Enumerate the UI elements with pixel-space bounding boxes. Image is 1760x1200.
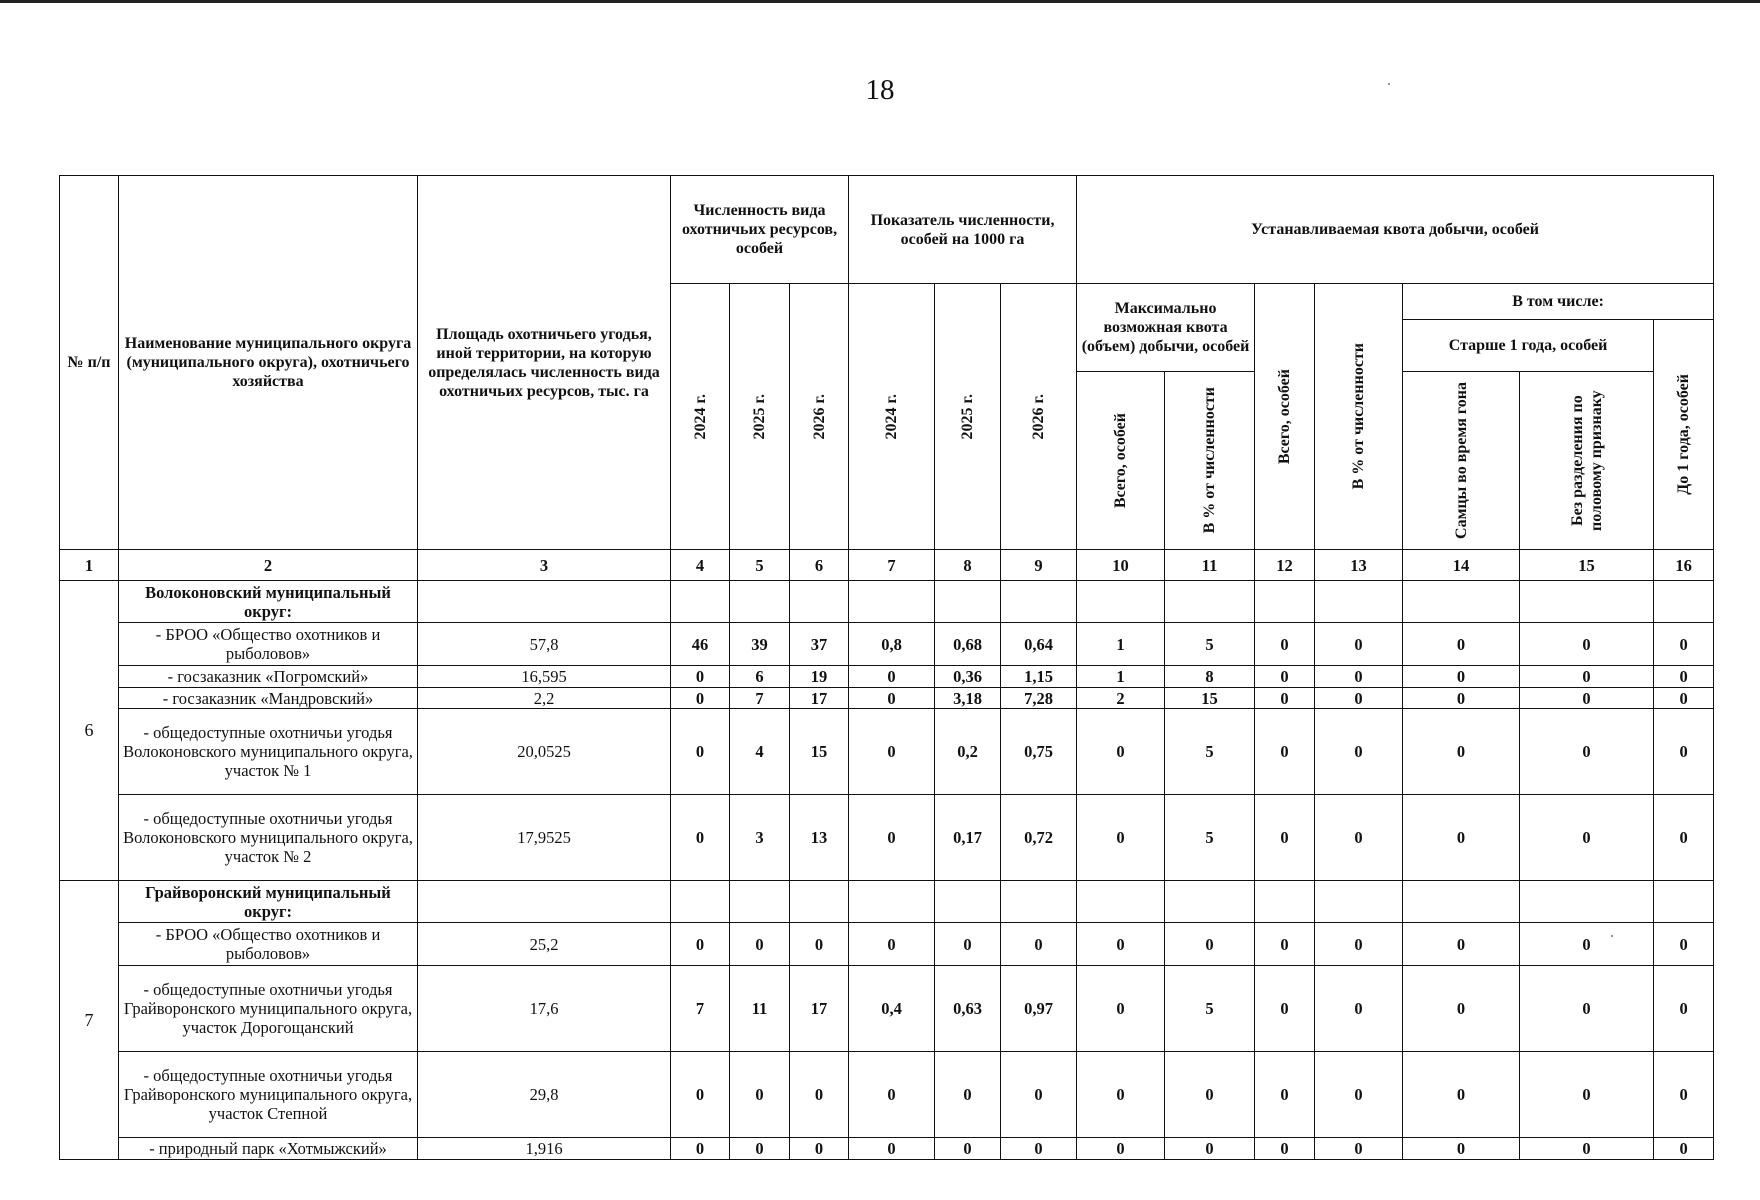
cell-max-pct: 0 [1165, 923, 1255, 966]
cell-p2025: 39 [730, 623, 790, 666]
table-row [60, 709, 1714, 795]
col-num: 6 [790, 550, 849, 581]
cell-p2026: 13 [790, 795, 849, 881]
header-including: В том числе: [1403, 284, 1714, 320]
cell-d2024: 0 [849, 923, 935, 966]
table-row [60, 1052, 1714, 1138]
cell-p2026: 0 [790, 1138, 849, 1160]
group-number: 6 [60, 581, 119, 881]
cell-pct: 0 [1315, 623, 1403, 666]
cell-p2024: 0 [671, 795, 730, 881]
table-row [60, 623, 1714, 666]
cell-pct: 0 [1315, 1138, 1403, 1160]
empty-cell [849, 581, 935, 623]
cell-p2026: 0 [790, 923, 849, 966]
cell-males: 0 [1403, 795, 1520, 881]
cell-area: 29,8 [418, 1052, 671, 1138]
header-max-total: Всего, особей [1077, 372, 1165, 550]
header-males: Самцы во время гона [1403, 372, 1520, 550]
hunting-ground-name: - госзаказник «Погромский» [119, 666, 418, 688]
cell-no-sex: 0 [1520, 688, 1654, 709]
group-title: Грайворонский муниципальный округ: [119, 881, 418, 923]
cell-males: 0 [1403, 709, 1520, 795]
scan-speck [1388, 83, 1390, 85]
group-number: 7 [60, 881, 119, 1160]
cell-d2025: 0 [935, 1138, 1001, 1160]
cell-no-sex: 0 [1520, 966, 1654, 1052]
empty-cell [1255, 881, 1315, 923]
cell-total: 0 [1255, 966, 1315, 1052]
hunting-ground-name: - общедоступные охотничьи угодья Грайворонского муниципального округа, участок Степной [119, 1052, 418, 1138]
col-num: 9 [1001, 550, 1077, 581]
cell-area: 17,6 [418, 966, 671, 1052]
cell-young: 0 [1654, 1138, 1714, 1160]
empty-cell [1315, 581, 1403, 623]
empty-cell [730, 881, 790, 923]
col-num: 1 [60, 550, 119, 581]
cell-d2025: 3,18 [935, 688, 1001, 709]
cell-no-sex: 0 [1520, 923, 1654, 966]
header-no-sex: Без разделения по половому признаку [1520, 372, 1654, 550]
hunting-quota-table [59, 175, 1714, 1160]
empty-cell [790, 881, 849, 923]
cell-p2025: 0 [730, 1052, 790, 1138]
hunting-ground-name: - общедоступные охотничьи угодья Грайворонского муниципального округа, участок Дорогощанский [119, 966, 418, 1052]
column-numbers-row [60, 550, 1714, 581]
cell-no-sex: 0 [1520, 666, 1654, 688]
cell-pct: 0 [1315, 966, 1403, 1052]
cell-d2024: 0,4 [849, 966, 935, 1052]
cell-d2024: 0,8 [849, 623, 935, 666]
cell-p2024: 46 [671, 623, 730, 666]
cell-max-total: 0 [1077, 923, 1165, 966]
cell-max-total: 0 [1077, 1138, 1165, 1160]
cell-total: 0 [1255, 1052, 1315, 1138]
header-pop-2026: 2026 г. [790, 284, 849, 550]
cell-no-sex: 0 [1520, 795, 1654, 881]
empty-cell [1403, 581, 1520, 623]
empty-cell [1001, 581, 1077, 623]
cell-total: 0 [1255, 1138, 1315, 1160]
empty-cell [418, 581, 671, 623]
cell-p2026: 17 [790, 966, 849, 1052]
table-row [60, 966, 1714, 1052]
cell-max-total: 1 [1077, 666, 1165, 688]
cell-p2024: 0 [671, 666, 730, 688]
cell-max-pct: 0 [1165, 1138, 1255, 1160]
cell-males: 0 [1403, 923, 1520, 966]
cell-d2024: 0 [849, 709, 935, 795]
hunting-ground-name: - природный парк «Хотмыжский» [119, 1138, 418, 1160]
cell-max-pct: 5 [1165, 623, 1255, 666]
group-title-row [60, 581, 1714, 623]
cell-area: 16,595 [418, 666, 671, 688]
cell-d2026: 0,72 [1001, 795, 1077, 881]
col-num: 15 [1520, 550, 1654, 581]
empty-cell [418, 881, 671, 923]
cell-max-total: 0 [1077, 795, 1165, 881]
table-row [60, 795, 1714, 881]
cell-males: 0 [1403, 1138, 1520, 1160]
cell-pct: 0 [1315, 795, 1403, 881]
empty-cell [1165, 881, 1255, 923]
cell-total: 0 [1255, 666, 1315, 688]
empty-cell [1520, 581, 1654, 623]
cell-d2025: 0 [935, 923, 1001, 966]
cell-no-sex: 0 [1520, 1138, 1654, 1160]
header-density-2025: 2025 г. [935, 284, 1001, 550]
cell-p2025: 3 [730, 795, 790, 881]
cell-p2025: 0 [730, 923, 790, 966]
cell-young: 0 [1654, 795, 1714, 881]
cell-p2025: 7 [730, 688, 790, 709]
cell-area: 2,2 [418, 688, 671, 709]
cell-p2024: 0 [671, 709, 730, 795]
cell-d2024: 0 [849, 795, 935, 881]
header-percent: В % от численности [1315, 284, 1403, 550]
header-area: Площадь охотничьего угодья, иной территории, на которую определялась численность вида охотничьих ресурсов, тыс. га [418, 176, 671, 550]
header-max-percent: В % от численности [1165, 372, 1255, 550]
cell-no-sex: 0 [1520, 709, 1654, 795]
cell-area: 57,8 [418, 623, 671, 666]
cell-males: 0 [1403, 688, 1520, 709]
col-num: 13 [1315, 550, 1403, 581]
col-num: 3 [418, 550, 671, 581]
empty-cell [671, 881, 730, 923]
cell-males: 0 [1403, 623, 1520, 666]
empty-cell [1165, 581, 1255, 623]
empty-cell [730, 581, 790, 623]
empty-cell [1001, 881, 1077, 923]
header-max-quota: Максимально возможная квота (объем) добычи, особей [1077, 284, 1255, 372]
top-border-line [0, 0, 1760, 3]
cell-area: 25,2 [418, 923, 671, 966]
cell-pct: 0 [1315, 923, 1403, 966]
cell-p2024: 0 [671, 1052, 730, 1138]
hunting-ground-name: - общедоступные охотничьи угодья Волоконовского муниципального округа, участок № 2 [119, 795, 418, 881]
cell-p2026: 17 [790, 688, 849, 709]
empty-cell [935, 581, 1001, 623]
col-num: 8 [935, 550, 1001, 581]
empty-cell [1520, 881, 1654, 923]
col-num: 12 [1255, 550, 1315, 581]
cell-p2024: 7 [671, 966, 730, 1052]
hunting-ground-name: - общедоступные охотничьи угодья Волоконовского муниципального округа, участок № 1 [119, 709, 418, 795]
empty-cell [790, 581, 849, 623]
cell-total: 0 [1255, 923, 1315, 966]
col-num: 2 [119, 550, 418, 581]
cell-d2024: 0 [849, 688, 935, 709]
col-num: 16 [1654, 550, 1714, 581]
cell-p2025: 4 [730, 709, 790, 795]
cell-total: 0 [1255, 709, 1315, 795]
table-row [60, 688, 1714, 709]
cell-young: 0 [1654, 923, 1714, 966]
cell-max-total: 0 [1077, 966, 1165, 1052]
table-row [60, 923, 1714, 966]
cell-young: 0 [1654, 966, 1714, 1052]
empty-cell [1077, 881, 1165, 923]
cell-max-pct: 5 [1165, 966, 1255, 1052]
cell-no-sex: 0 [1520, 623, 1654, 666]
cell-d2025: 0,2 [935, 709, 1001, 795]
header-older: Старше 1 года, особей [1403, 320, 1654, 372]
empty-cell [671, 581, 730, 623]
cell-d2026: 0,75 [1001, 709, 1077, 795]
cell-p2025: 0 [730, 1138, 790, 1160]
cell-males: 0 [1403, 666, 1520, 688]
table-row [60, 1138, 1714, 1160]
col-num: 5 [730, 550, 790, 581]
cell-d2024: 0 [849, 666, 935, 688]
empty-cell [1654, 581, 1714, 623]
cell-d2026: 0,64 [1001, 623, 1077, 666]
header-pop-2025: 2025 г. [730, 284, 790, 550]
hunting-ground-name: - БРОО «Общество охотников и рыболовов» [119, 623, 418, 666]
cell-d2026: 1,15 [1001, 666, 1077, 688]
cell-pct: 0 [1315, 688, 1403, 709]
cell-max-total: 2 [1077, 688, 1165, 709]
cell-max-pct: 5 [1165, 709, 1255, 795]
empty-cell [935, 881, 1001, 923]
cell-pct: 0 [1315, 1052, 1403, 1138]
header-population: Численность вида охотничьих ресурсов, особей [671, 176, 849, 284]
cell-total: 0 [1255, 688, 1315, 709]
cell-p2026: 37 [790, 623, 849, 666]
cell-d2025: 0,17 [935, 795, 1001, 881]
cell-area: 17,9525 [418, 795, 671, 881]
cell-area: 20,0525 [418, 709, 671, 795]
header-density-2026: 2026 г. [1001, 284, 1077, 550]
table-row [60, 666, 1714, 688]
cell-d2024: 0 [849, 1052, 935, 1138]
cell-d2026: 0 [1001, 923, 1077, 966]
col-num: 10 [1077, 550, 1165, 581]
cell-total: 0 [1255, 795, 1315, 881]
cell-d2025: 0 [935, 1052, 1001, 1138]
empty-cell [1255, 581, 1315, 623]
cell-d2026: 0 [1001, 1138, 1077, 1160]
cell-p2024: 0 [671, 688, 730, 709]
cell-no-sex: 0 [1520, 1052, 1654, 1138]
cell-max-pct: 8 [1165, 666, 1255, 688]
cell-d2026: 0 [1001, 1052, 1077, 1138]
cell-p2025: 6 [730, 666, 790, 688]
cell-d2026: 7,28 [1001, 688, 1077, 709]
hunting-ground-name: - БРОО «Общество охотников и рыболовов» [119, 923, 418, 966]
cell-max-pct: 15 [1165, 688, 1255, 709]
header-total: Всего, особей [1255, 284, 1315, 550]
table-body [60, 550, 1714, 1160]
cell-young: 0 [1654, 688, 1714, 709]
header-number: № п/п [60, 176, 119, 550]
cell-p2024: 0 [671, 923, 730, 966]
cell-young: 0 [1654, 666, 1714, 688]
cell-pct: 0 [1315, 709, 1403, 795]
header-young: До 1 года, особей [1654, 320, 1714, 550]
header-pop-2024: 2024 г. [671, 284, 730, 550]
cell-p2025: 11 [730, 966, 790, 1052]
cell-males: 0 [1403, 966, 1520, 1052]
col-num: 14 [1403, 550, 1520, 581]
header-quota: Устанавливаемая квота добычи, особей [1077, 176, 1714, 284]
col-num: 7 [849, 550, 935, 581]
empty-cell [1077, 581, 1165, 623]
cell-males: 0 [1403, 1052, 1520, 1138]
cell-p2026: 19 [790, 666, 849, 688]
group-title-row [60, 881, 1714, 923]
empty-cell [1403, 881, 1520, 923]
cell-max-pct: 0 [1165, 1052, 1255, 1138]
cell-d2025: 0,63 [935, 966, 1001, 1052]
empty-cell [849, 881, 935, 923]
cell-d2026: 0,97 [1001, 966, 1077, 1052]
page-number: 18 [865, 74, 895, 106]
cell-young: 0 [1654, 1052, 1714, 1138]
cell-max-total: 0 [1077, 709, 1165, 795]
cell-total: 0 [1255, 623, 1315, 666]
cell-area: 1,916 [418, 1138, 671, 1160]
col-num: 4 [671, 550, 730, 581]
cell-d2025: 0,36 [935, 666, 1001, 688]
cell-d2024: 0 [849, 1138, 935, 1160]
empty-cell [1654, 881, 1714, 923]
cell-p2026: 0 [790, 1052, 849, 1138]
col-num: 11 [1165, 550, 1255, 581]
group-title: Волоконовский муниципальный округ: [119, 581, 418, 623]
cell-p2024: 0 [671, 1138, 730, 1160]
cell-pct: 0 [1315, 666, 1403, 688]
header-density-2024: 2024 г. [849, 284, 935, 550]
cell-p2026: 15 [790, 709, 849, 795]
cell-young: 0 [1654, 709, 1714, 795]
header-density: Показатель численности, особей на 1000 га [849, 176, 1077, 284]
cell-max-pct: 5 [1165, 795, 1255, 881]
cell-d2025: 0,68 [935, 623, 1001, 666]
cell-young: 0 [1654, 623, 1714, 666]
cell-max-total: 1 [1077, 623, 1165, 666]
empty-cell [1315, 881, 1403, 923]
cell-max-total: 0 [1077, 1052, 1165, 1138]
header-name: Наименование муниципального округа (муниципального округа), охотничьего хозяйства [119, 176, 418, 550]
hunting-ground-name: - госзаказник «Мандровский» [119, 688, 418, 709]
